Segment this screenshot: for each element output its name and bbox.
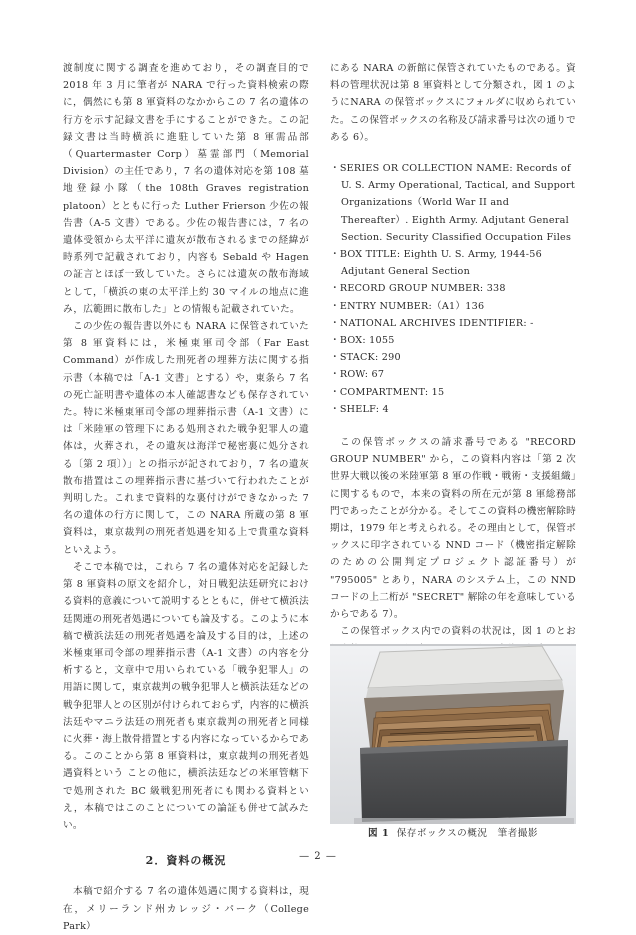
left-column bbox=[63, 60, 309, 935]
section-heading: 2．資料の概況 bbox=[145, 854, 227, 868]
body-paragraph: この少佐の報告書以外にも NARA に保管されていた第 8 軍資料には，米極東軍司令部（Far East Command）が作成した刑死者の埋葬方法に関する指示書（本稿では「A-1 文書」とする）や，東条ら 7 名の死亡証明書や遺体の本人確認書なども保存されていた。特に米極東軍司令部の埋葬指示書（A-1 文書）には「米陸軍の管理下にある処刑された戦争犯罪人の遺体は，火葬され，その遺灰は海洋で秘密裏に処分される〔第 2 項〕）」との指示が記されており，7 名の遺灰散布措置はこの埋葬指示書に基づいて行われたことが判明した。これまで資料的な裏付けができなかった 7 名の遺体の行方に関して，この NARA 所蔵の第 8 軍資料は，東京裁判の刑死者処遇を知る上で貴重な資料といえよう。 bbox=[63, 321, 309, 556]
page-number: — 2 — bbox=[299, 851, 337, 862]
body-paragraph: この保管ボックスの請求番号である "RECORD GROUP NUMBER" から，この資料内容は「第 2 次世界大戦以後の米陸軍第 8 軍の作戦・戦術・支援組織」に関するもので，本来の資料の所在元が第 8 軍総務部門であったことが分かる。そしてこの資料の機密解除時期は，1979 年と考えられる。その理由として，保管ボックスに印字されている NND コード（機密指定解除のための公開判定プロジェクト認証番号）が "795005" とあり，NARA のシステム上，この NND コードの上二桁が "SECRET" 解除の年を意味しているからである 7）。 bbox=[330, 437, 576, 621]
archive-box-photo bbox=[330, 644, 576, 824]
list-item: ・BOX: 1055 bbox=[330, 335, 395, 347]
list-item: ・ENTRY NUMBER:（A1）136 bbox=[330, 300, 485, 312]
figure-caption bbox=[330, 826, 576, 842]
body-paragraph: 渡制度に関する調査を進めており，その調査目的で 2018 年 3 月に筆者が NARA で行った資料検索の際に，偶然にも第 8 軍資料のなかからこの 7 名の遺体の行方を示す記録文書を手にすることができた。この記録文書は当時横浜に進駐していた第 8 軍需品部（Quartermaster Corp）墓霊部門（Memorial Division）の主任であり，7 名の遺体対応を第 108 墓地登録小隊（the 108th Graves registration platoon）とともに行った Luther Frierson 少佐の報告書（A-5 文書）である。少佐の報告書には，7 名の遺体受領から太平洋に遺灰が散布されるまでの経緯が時系列で記載されており，内容も Sebald や Hagen の証言とほぼ一致していた。さらには遺灰の散布海域として，「横浜の東の太平洋上約 30 マイルの地点に進み，広範囲に散布した」との情報も記載されていた。 bbox=[63, 63, 309, 315]
call-number-list bbox=[330, 160, 576, 418]
list-item: ・SERIES OR COLLECTION NAME: Records of U. S. Army Operational, Tactical, and Support Organizations（World War II and Thereafter）. Eighth Army. Adjutant General Section. Security Classified Occupation Files bbox=[330, 163, 575, 243]
body-paragraph: そこで本稿では，これら 7 名の遺体対応を記録した第 8 軍資料の原文を紹介し，対日戦犯法廷研究における資料的意義について説明するとともに，併せて横浜法廷関連の刑死者処遇についても論及する。このように本稿で横浜法廷の刑死者処遇を論及する目的は，上述の米極東軍司令部の埋葬指示書（A-1 文書）の内容を分析すると，文章中で用いられている「戦争犯罪人」の用語に関して，東京裁判の戦争犯罪人と横浜法廷などの戦争犯罪人との区別が付けられておらず，内容的に横浜法廷やマニラ法廷の刑死者も東京裁判の刑死者と同様に火葬・海上散骨措置とする内容になっているからである。このことから第 8 軍資料は，東京裁判の刑死者処遇資料という ことの他に，横浜法廷などの米軍管轄下で処刑された BC 級戦犯刑死者にも関わる資料といえ，本稿ではこのことについての論証も併せて試みたい。 bbox=[63, 561, 309, 831]
figure-number: 図 1 bbox=[368, 828, 390, 839]
body-paragraph: この保管ボックス内での資料の状況は，図 1 のとお bbox=[340, 626, 576, 638]
list-item: ・ROW: 67 bbox=[330, 369, 385, 381]
list-item: ・SHELF: 4 bbox=[330, 403, 389, 415]
list-item: ・BOX TITLE: Eighth U. S. Army, 1944-56 Adjutant General Section bbox=[330, 249, 542, 278]
list-item: ・NATIONAL ARCHIVES IDENTIFIER: - bbox=[330, 317, 534, 329]
right-column bbox=[330, 60, 576, 675]
body-paragraph: にある NARA の新館に保管されていたものである。資料の管理状況は第 8 軍資料として分類され，図 1 のようにNARA の保管ボックスにフォルダに収められていた。この保管ボックスの名称及び請求番号は次の通りである 6）。 bbox=[330, 63, 576, 143]
body-paragraph: 本稿で紹介する 7 名の遺体処遇に関する資料は，現在，メリーランド州カレッジ・パーク（College Park） bbox=[63, 886, 309, 932]
figure-caption-text: 保存ボックスの概況 筆者撮影 bbox=[396, 828, 538, 839]
list-item: ・RECORD GROUP NUMBER: 338 bbox=[330, 283, 506, 295]
list-item: ・STACK: 290 bbox=[330, 352, 401, 364]
list-item: ・COMPARTMENT: 15 bbox=[330, 386, 445, 398]
archive-box-illustration bbox=[330, 644, 576, 824]
